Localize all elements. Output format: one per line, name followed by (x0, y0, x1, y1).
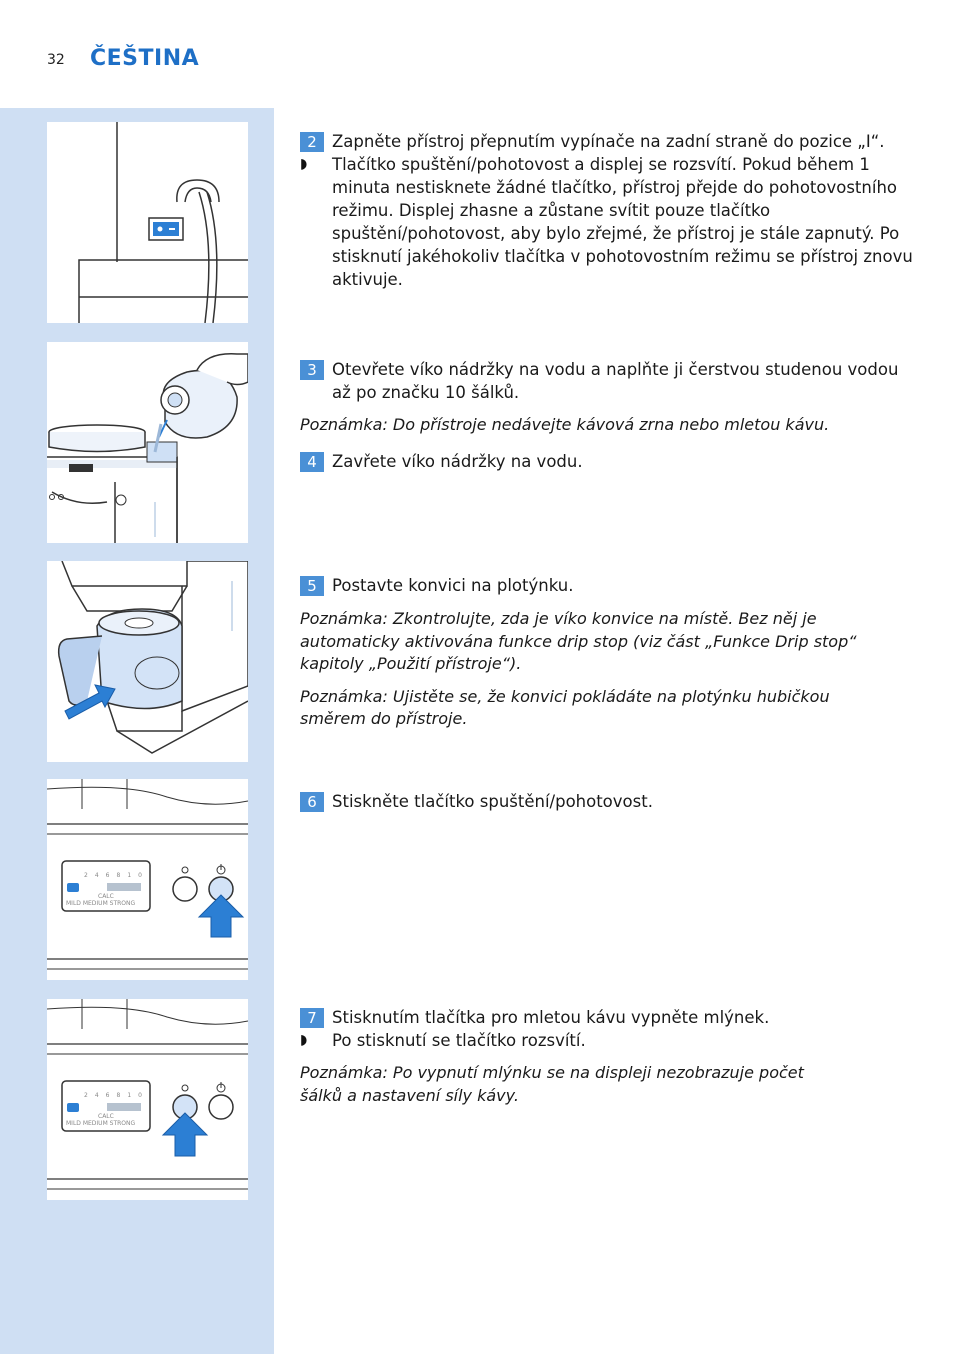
pointer-triangle (248, 350, 274, 380)
pointer-triangle (248, 786, 274, 816)
step-text: Zavřete víko nádržky na vodu. (332, 452, 583, 471)
step-7-result (300, 1029, 920, 1052)
step-2-block (300, 130, 920, 291)
illustration-fill-water-tank (47, 342, 248, 543)
step-text: Zapněte přístroj přepnutím vypínače na zadní straně do pozice „I“. (332, 132, 885, 151)
step-3 (300, 358, 920, 404)
illustration-press-ground-coffee-button (47, 999, 248, 1200)
step-4-block (300, 450, 920, 473)
panel-cups-1: 246810 (84, 872, 149, 879)
note: Poznámka: Do přístroje nedávejte kávová zrna nebo mletou kávu. (300, 415, 830, 434)
step-text: Postavte konvici na plotýnku. (332, 576, 574, 595)
bullet-icon: ◗ (300, 156, 308, 172)
note: Poznámka: Zkontrolujte, zda je víko konvice na místě. Bez něj je automaticky aktivována funkce drip stop (viz část „Funkce Drip stop“ kapitoly „Použití přístroje“). (300, 609, 857, 673)
step-text: Stisknutím tlačítka pro mletou kávu vypněte mlýnek. (332, 1008, 770, 1027)
pointer-triangle (248, 1005, 274, 1035)
step-text: Otevřete víko nádržky na vodu a naplňte ji čerstvou studenou vodou až po značku 10 šálků. (332, 360, 899, 402)
step-number: 6 (300, 792, 324, 812)
panel-calc-2: CALC (98, 1113, 114, 1120)
bullet-icon: ◗ (300, 1032, 308, 1048)
step-number: 3 (300, 360, 324, 380)
step-number: 2 (300, 132, 324, 152)
panel-strength-2: MILD MEDIUM STRONG (66, 1120, 136, 1127)
step-7-block (300, 1006, 920, 1107)
panel-calc-1: CALC (98, 893, 114, 900)
step-6-block (300, 790, 920, 813)
step-5 (300, 574, 920, 597)
pointer-triangle (248, 128, 274, 158)
step-4 (300, 450, 920, 473)
step-text: Stiskněte tlačítko spuštění/pohotovost. (332, 792, 653, 811)
result-text: Tlačítko spuštění/pohotovost a displej se rozsvítí. Pokud během 1 minuta nestisknete žádné tlačítko, přístroj přejde do pohotovostního režimu. Displej zhasne a zůstane svítit pouze tlačítko spuštění/pohotovost, aby bylo zřejmé, že přístroj je stále zapnutý. Po stisknutí jakéhokoliv tlačítka v pohotovostním režimu se přístroj znovu aktivuje. (332, 155, 913, 289)
note: Poznámka: Ujistěte se, že konvici pokládáte na plotýnku hubičkou směrem do přístroje. (300, 686, 830, 728)
step-7 (300, 1006, 920, 1029)
step-6 (300, 790, 920, 813)
panel-cups-2: 246810 (84, 1092, 149, 1099)
illustration-press-power-button (47, 779, 248, 980)
step-2-result (300, 153, 920, 291)
step-number: 7 (300, 1008, 324, 1028)
result-text: Po stisknutí se tlačítko rozsvítí. (332, 1031, 586, 1050)
note: Poznámka: Po vypnutí mlýnku se na displeji nezobrazuje počet šálků a nastavení síly kávy. (300, 1063, 804, 1105)
pointer-triangle (248, 568, 274, 598)
step-number: 5 (300, 576, 324, 596)
panel-strength-1: MILD MEDIUM STRONG (66, 900, 136, 907)
step-3-block (300, 358, 920, 437)
section-title: ČEŠTINA (90, 46, 200, 71)
page-number: 32 (47, 52, 65, 68)
step-number: 4 (300, 452, 324, 472)
illustration-power-switch (47, 122, 248, 323)
step-2 (300, 130, 920, 153)
illustration-place-jug (47, 561, 248, 762)
step-5-block (300, 574, 920, 731)
